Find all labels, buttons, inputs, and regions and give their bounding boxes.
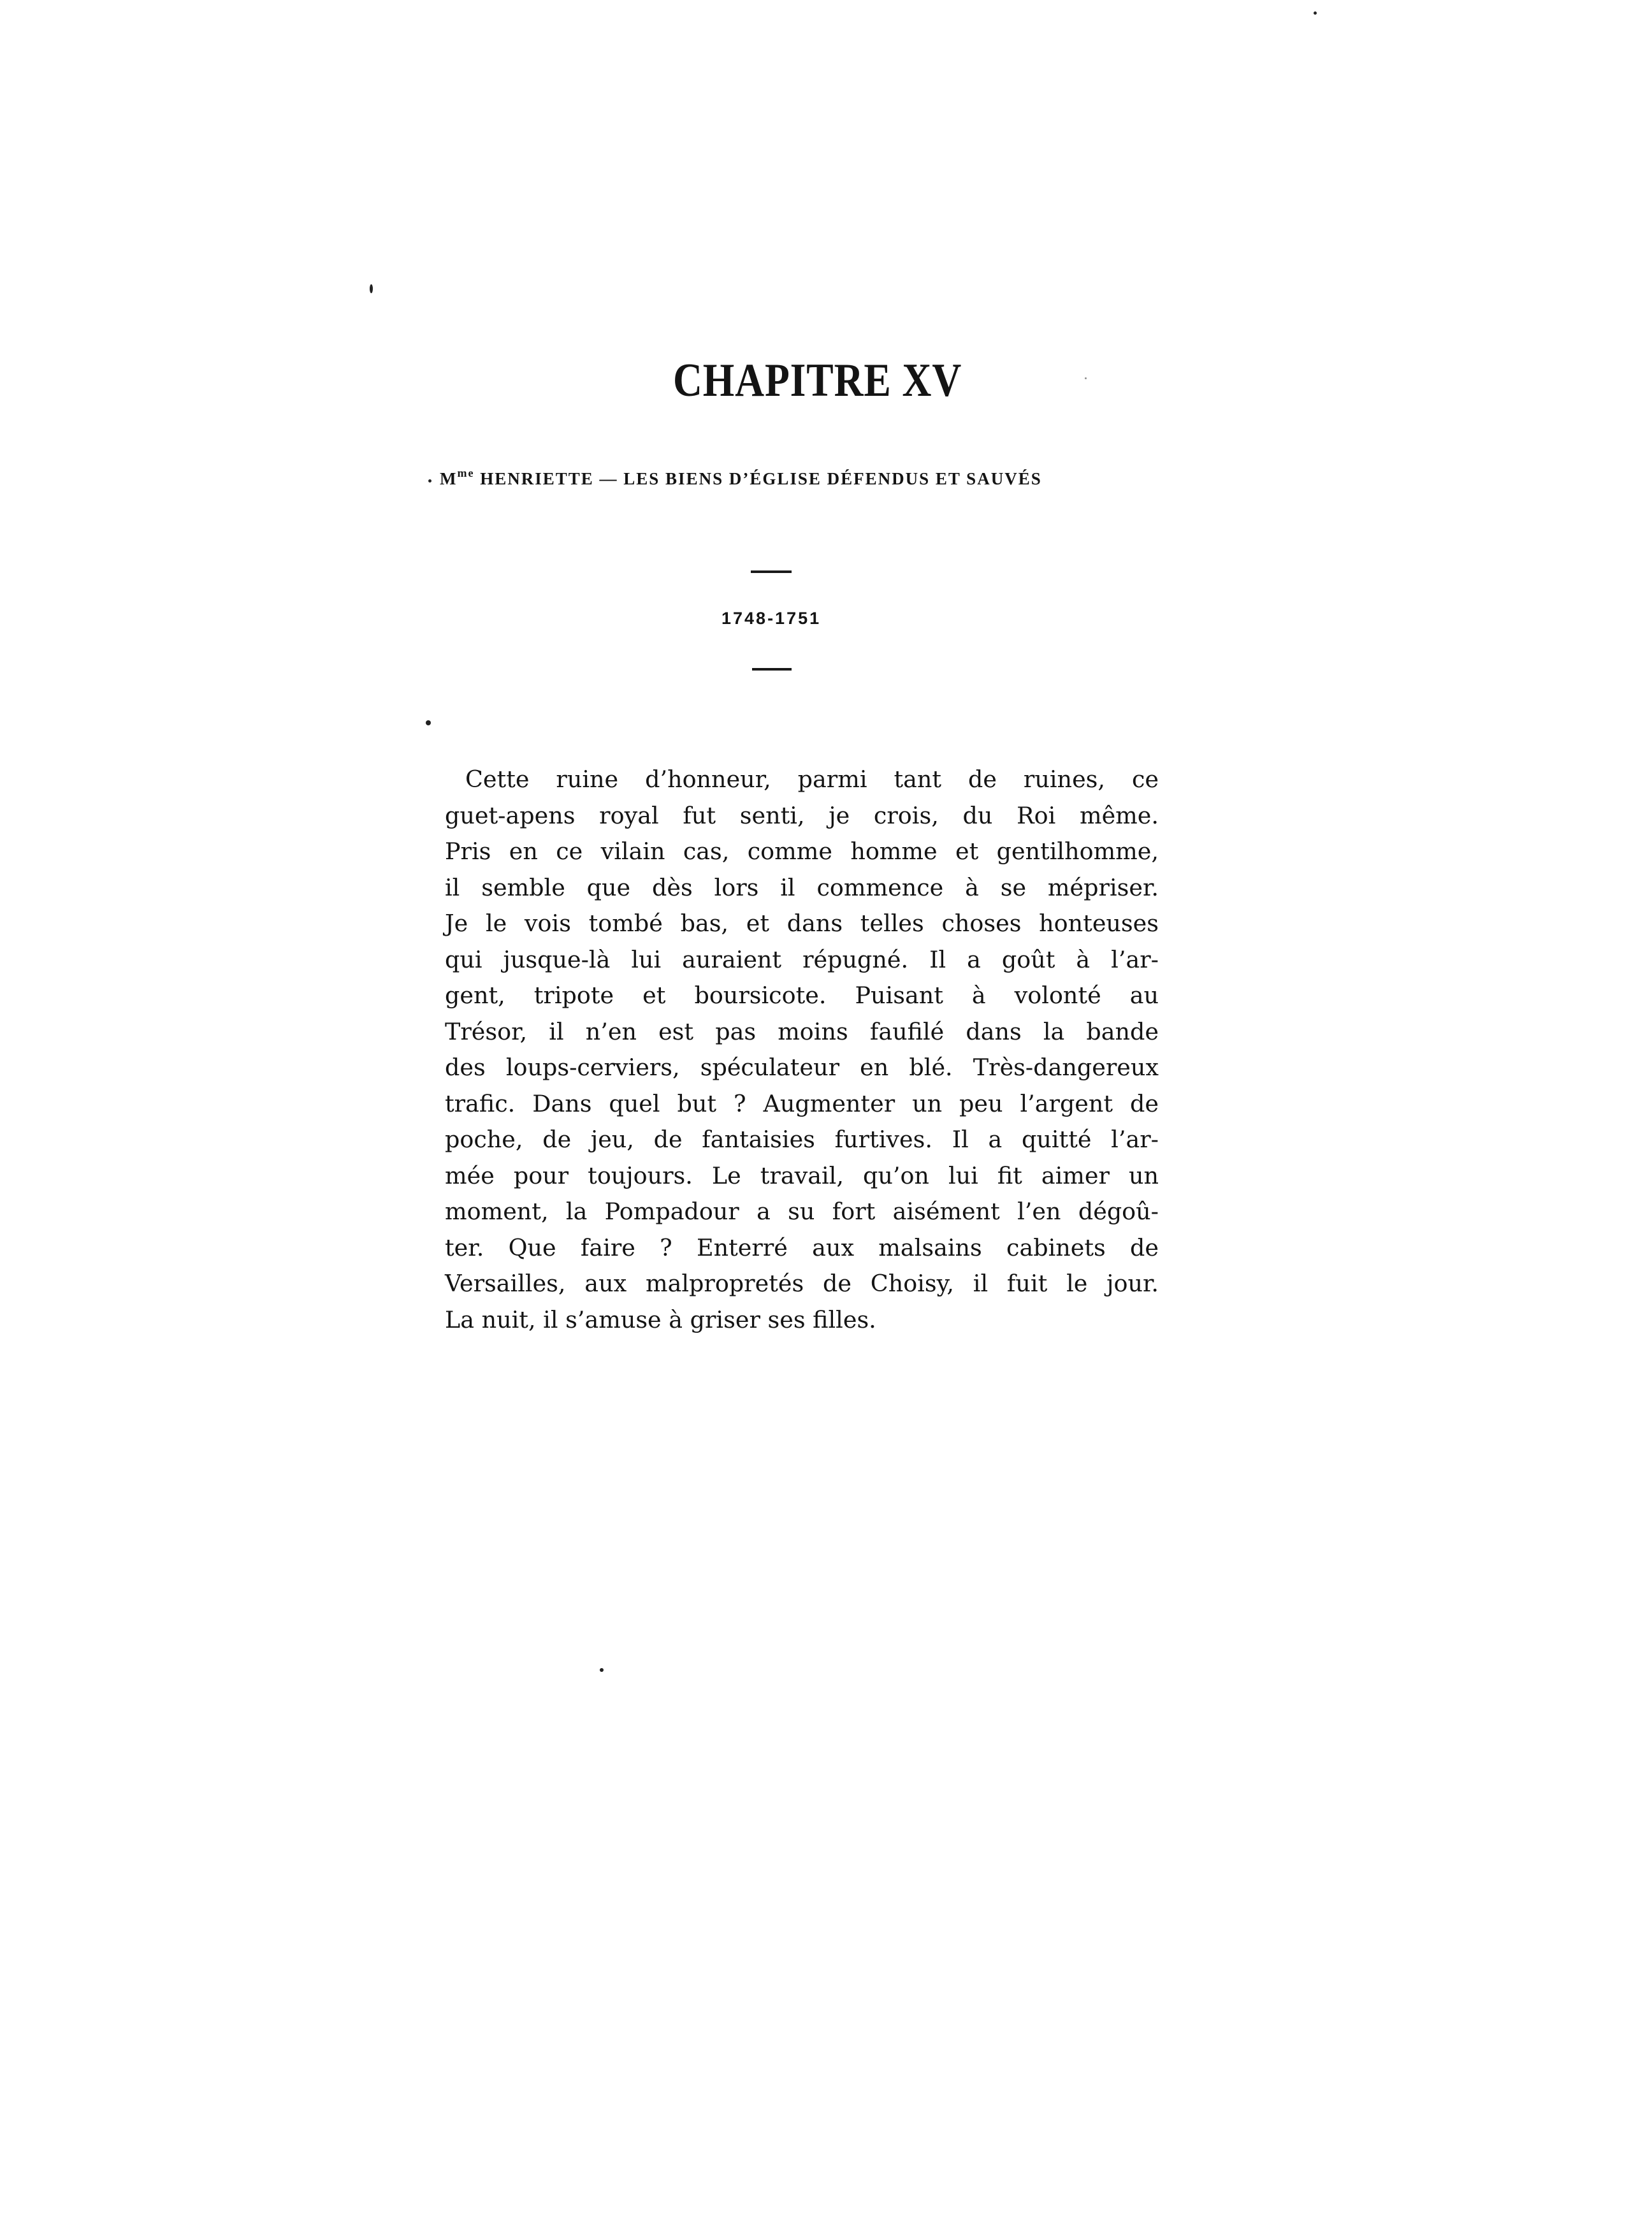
scan-speck	[426, 720, 431, 725]
text-line: mée pour toujours. Le travail, qu’on lui fit aimer un	[445, 1161, 1159, 1189]
scan-speck	[370, 284, 373, 293]
divider-bottom	[752, 668, 792, 671]
text-line: trafic. Dans quel but ? Augmenter un peu l’argent de	[445, 1089, 1159, 1117]
divider-top	[751, 570, 792, 573]
subtitle-prefix: M	[440, 469, 458, 488]
text-line: Cette ruine d’honneur, parmi tant de ruines, ce	[465, 766, 1159, 793]
text-line: il semble que dès lors il commence à se mépriser.	[445, 873, 1159, 901]
text-line: moment, la Pompadour a su fort aisément l’en dégoû-	[445, 1198, 1159, 1225]
text-line: des loups-cerviers, spéculateur en blé. Très-dangereux	[445, 1054, 1159, 1081]
scan-speck	[600, 1668, 604, 1672]
chapter-title-text: CHAPITRE XV	[672, 354, 962, 407]
text-line: guet-apens royal fut senti, je crois, du Roi même.	[445, 801, 1159, 829]
text-line: Trésor, il n’en est pas moins faufilé dans la bande	[445, 1017, 1159, 1045]
text-line: Pris en ce vilain cas, comme homme et gentilhomme,	[445, 838, 1159, 865]
scan-speck	[428, 479, 431, 483]
subtitle-superscript: me	[457, 467, 475, 479]
subtitle-text: HENRIETTE — LES BIENS D’ÉGLISE DÉFENDUS ET SAUVÉS	[474, 469, 1042, 488]
scan-speck	[1314, 11, 1317, 15]
text-line: qui jusque-là lui auraient répugné. Il a goût à l’ar-	[445, 945, 1159, 973]
text-line: Versailles, aux malpropretés de Choisy, il fuit le jour.	[445, 1270, 1159, 1297]
text-line: poche, de jeu, de fantaisies furtives. Il a quitté l’ar-	[445, 1126, 1159, 1153]
chapter-title	[107, 354, 1528, 408]
text-line: gent, tripote et boursicote. Puisant à volonté au	[445, 982, 1159, 1009]
scan-speck	[1085, 377, 1087, 379]
text-line: La nuit, il s’amuse à griser ses filles.	[445, 1305, 876, 1333]
body-paragraph	[445, 762, 1159, 1338]
text-line: ter. Que faire ? Enterré aux malsains cabinets de	[445, 1233, 1159, 1261]
text-line: Je le vois tombé bas, et dans telles choses honteuses	[445, 910, 1159, 937]
chapter-dates: 1748-1751	[721, 609, 822, 628]
chapter-subtitle	[440, 467, 1141, 489]
